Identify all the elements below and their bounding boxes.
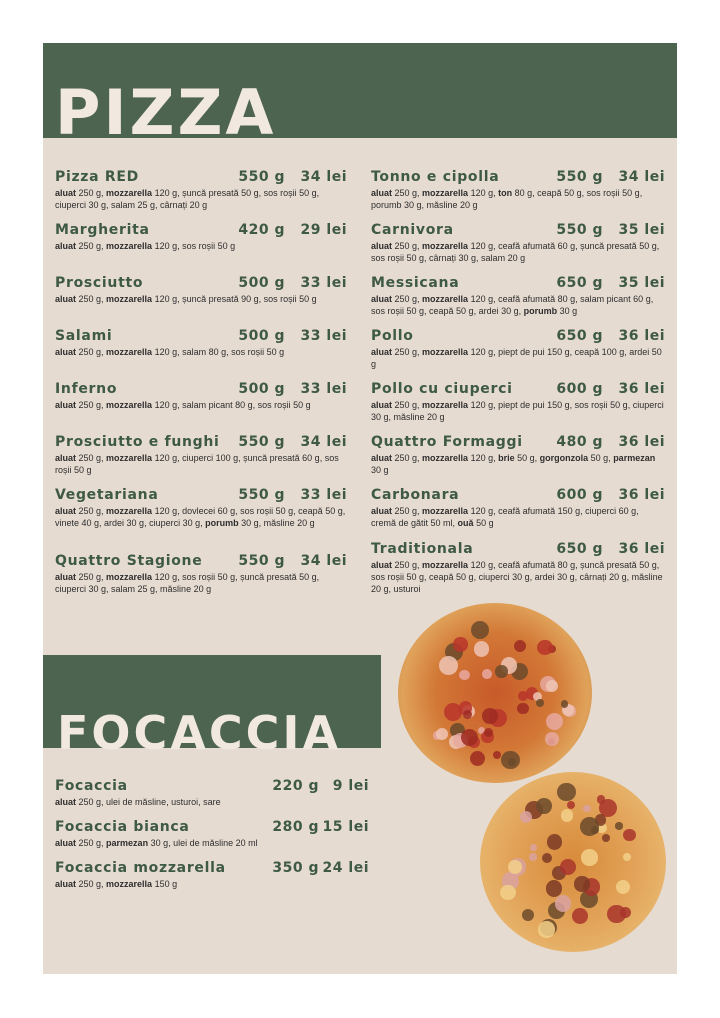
ingredient-text: 250 g,: [76, 838, 107, 848]
item-price: 36 lei: [618, 381, 665, 397]
ingredient-text: 80 g, ceapă 50 g, sos roșii 50 g, porumb 30 g, măsline 20 g: [371, 188, 643, 210]
menu-item: [55, 553, 347, 595]
item-weight: 550 g: [556, 169, 603, 185]
highlighted-ingredient: brie: [498, 453, 515, 463]
pizza-topping: [520, 811, 532, 823]
highlighted-ingredient: mozzarella: [106, 188, 153, 198]
menu-item: [55, 381, 347, 411]
ingredient-text: 120 g, salam 80 g, sos roșii 50 g: [152, 347, 285, 357]
menu-item: [371, 487, 665, 529]
highlighted-ingredient: mozzarella: [106, 347, 153, 357]
item-name: Tonno e cipolla: [371, 169, 500, 185]
item-price: 35 lei: [618, 222, 665, 238]
ingredient-text: 250 g,: [392, 453, 423, 463]
pizza-topping: [517, 703, 529, 715]
ingredient-text: 250 g,: [392, 188, 423, 198]
pizza-topping: [529, 853, 537, 861]
item-description: [371, 240, 665, 264]
ingredient-text: 120 g, ceafă afumată 80 g, salam picant 60 g, sos roșii 50 g, ceapă 50 g, ardei 30 g,: [371, 294, 654, 316]
item-price: 34 lei: [618, 169, 665, 185]
highlighted-ingredient: mozzarella: [106, 400, 153, 410]
ingredient-text: 120 g, piept de pui 150 g, sos roșii 50 g, ciuperci 30 g, măsline 20 g: [371, 400, 664, 422]
item-weight: 550 g: [556, 222, 603, 238]
ingredient-text: 30 g, măsline 20 g: [238, 518, 315, 528]
item-name: Quattro Formaggi: [371, 434, 523, 450]
ingredient-text: 120 g,: [468, 188, 499, 198]
ingredient-text: 250 g,: [392, 347, 423, 357]
item-price: 24 lei: [322, 860, 369, 876]
item-weight: 220 g: [272, 778, 319, 794]
pizza-topping: [484, 728, 493, 737]
menu-item: [55, 169, 347, 211]
ingredient-text: 120 g,: [468, 453, 499, 463]
pizza-topping: [546, 713, 563, 730]
pizza-topping: [623, 853, 631, 861]
item-weight: 280 g: [272, 819, 319, 835]
highlighted-ingredient: aluat: [55, 879, 77, 889]
ingredient-text: 120 g, ceafă afumată 150 g, ciuperci 60 g, cremă de gătit 50 ml,: [371, 506, 639, 528]
item-price: 29 lei: [300, 222, 347, 238]
ingredient-text: 120 g, sos roșii 50 g: [152, 241, 236, 251]
item-name: Focaccia: [55, 778, 128, 794]
pizza-topping: [508, 860, 521, 873]
ingredient-text: 250 g,: [392, 560, 423, 570]
highlighted-ingredient: mozzarella: [106, 506, 153, 516]
highlighted-ingredient: mozzarella: [422, 560, 469, 570]
pizza-section-title: PIZZA: [55, 76, 277, 149]
item-price: 33 lei: [300, 275, 347, 291]
item-description: [55, 346, 347, 358]
item-name: Prosciutto e funghi: [55, 434, 220, 450]
pizza-topping: [572, 908, 588, 924]
ingredient-text: 250 g,: [76, 879, 107, 889]
pizza-topping: [567, 801, 576, 810]
ingredient-text: 250 g,: [392, 294, 423, 304]
item-description: [55, 293, 347, 305]
highlighted-ingredient: aluat: [55, 453, 77, 463]
menu-item: [371, 434, 665, 476]
pizza-topping: [536, 798, 552, 814]
item-description: [55, 796, 369, 808]
item-price: 33 lei: [300, 487, 347, 503]
item-name: Traditionala: [371, 541, 474, 557]
highlighted-ingredient: aluat: [371, 188, 393, 198]
pizza-topping: [545, 732, 559, 746]
highlighted-ingredient: aluat: [371, 294, 393, 304]
item-name: Quattro Stagione: [55, 553, 203, 569]
pizza-topping: [463, 710, 472, 719]
item-weight: 550 g: [238, 553, 285, 569]
pizza-photo-bottom: [480, 772, 666, 952]
highlighted-ingredient: porumb: [523, 306, 558, 316]
highlighted-ingredient: ton: [498, 188, 513, 198]
highlighted-ingredient: aluat: [55, 294, 77, 304]
item-weight: 500 g: [238, 381, 285, 397]
item-price: 36 lei: [618, 328, 665, 344]
pizza-topping: [514, 640, 526, 652]
pizza-topping: [560, 859, 576, 875]
ingredient-text: 120 g, piept de pui 150 g, ceapă 100 g, ardei 50 g: [371, 347, 662, 369]
ingredient-text: 30 g: [371, 465, 389, 475]
pizza-topping: [574, 876, 589, 891]
menu-item: [55, 328, 347, 358]
pizza-topping: [459, 670, 470, 681]
item-price: 34 lei: [300, 553, 347, 569]
highlighted-ingredient: aluat: [55, 400, 77, 410]
pizza-topping: [546, 680, 558, 692]
item-description: [55, 505, 347, 529]
pizza-topping: [482, 669, 492, 679]
item-weight: 600 g: [556, 487, 603, 503]
pizza-topping: [493, 751, 501, 759]
item-description: [371, 505, 665, 529]
ingredient-text: 250 g,: [392, 506, 423, 516]
highlighted-ingredient: gorgonzola: [539, 453, 589, 463]
item-description: [55, 878, 369, 890]
item-name: Prosciutto: [55, 275, 144, 291]
ingredient-text: 150 g: [152, 879, 178, 889]
highlighted-ingredient: mozzarella: [422, 506, 469, 516]
ingredient-text: 250 g,: [76, 188, 107, 198]
pizza-topping: [615, 822, 622, 829]
pizza-topping: [620, 907, 631, 918]
highlighted-ingredient: aluat: [55, 506, 77, 516]
ingredient-text: 120 g, salam picant 80 g, sos roșii 50 g: [152, 400, 311, 410]
ingredient-text: 120 g, șuncă presată 90 g, sos roșii 50 g: [152, 294, 317, 304]
ingredient-text: 250 g,: [392, 400, 423, 410]
item-weight: 550 g: [238, 169, 285, 185]
highlighted-ingredient: mozzarella: [422, 453, 469, 463]
pizza-topping: [547, 834, 562, 849]
menu-item: [371, 275, 665, 317]
item-price: 33 lei: [300, 328, 347, 344]
pizza-topping: [616, 880, 630, 894]
ingredient-text: 250 g,: [76, 294, 107, 304]
menu-item: [55, 275, 347, 305]
highlighted-ingredient: aluat: [55, 572, 77, 582]
highlighted-ingredient: parmezan: [613, 453, 656, 463]
item-description: [55, 452, 347, 476]
item-description: [55, 571, 347, 595]
pizza-topping: [623, 829, 635, 841]
item-price: 34 lei: [300, 434, 347, 450]
menu-item: [55, 860, 369, 890]
menu-item: [55, 434, 347, 476]
highlighted-ingredient: mozzarella: [106, 294, 153, 304]
pizza-topping: [500, 885, 515, 900]
pizza-topping: [555, 895, 571, 911]
ingredient-text: 120 g, ceafă afumată 60 g, șuncă presată 50 g, sos roșii 50 g, cârnați 30 g, salam 20 g: [371, 241, 660, 263]
pizza-topping: [495, 665, 507, 677]
highlighted-ingredient: mozzarella: [106, 241, 153, 251]
highlighted-ingredient: mozzarella: [422, 400, 469, 410]
item-name: Pizza RED: [55, 169, 139, 185]
pizza-topping: [518, 691, 528, 701]
item-name: Vegetariana: [55, 487, 159, 503]
pizza-topping: [522, 909, 534, 921]
item-name: Salami: [55, 328, 113, 344]
highlighted-ingredient: mozzarella: [106, 572, 153, 582]
highlighted-ingredient: mozzarella: [106, 879, 153, 889]
item-description: [55, 187, 347, 211]
item-weight: 420 g: [238, 222, 285, 238]
item-price: 9 lei: [332, 778, 369, 794]
menu-item: [55, 222, 347, 252]
item-name: Focaccia mozzarella: [55, 860, 226, 876]
highlighted-ingredient: aluat: [55, 188, 77, 198]
menu-item: [55, 778, 369, 808]
ingredient-text: 30 g: [557, 306, 578, 316]
pizza-topping: [542, 853, 552, 863]
item-weight: 600 g: [556, 381, 603, 397]
pizza-topping: [538, 921, 555, 938]
ingredient-text: 250 g,: [76, 347, 107, 357]
menu-item: [55, 487, 347, 529]
highlighted-ingredient: mozzarella: [422, 294, 469, 304]
ingredient-text: 250 g,: [76, 453, 107, 463]
item-weight: 650 g: [556, 328, 603, 344]
highlighted-ingredient: aluat: [55, 347, 77, 357]
item-weight: 480 g: [556, 434, 603, 450]
pizza-topping: [537, 640, 552, 655]
highlighted-ingredient: aluat: [55, 838, 77, 848]
pizza-topping: [602, 834, 610, 842]
item-price: 36 lei: [618, 434, 665, 450]
item-description: [371, 399, 665, 423]
pizza-topping: [453, 637, 467, 651]
ingredient-text: 120 g, sos roșii 50 g, șuncă presată 50 g, ciuperci 30 g, salam 25 g, măsline 20 g: [55, 572, 320, 594]
ingredient-text: 250 g,: [76, 241, 107, 251]
highlighted-ingredient: aluat: [371, 400, 393, 410]
item-weight: 550 g: [238, 487, 285, 503]
highlighted-ingredient: porumb: [205, 518, 239, 528]
highlighted-ingredient: aluat: [55, 797, 77, 807]
pizza-topping: [474, 641, 489, 656]
highlighted-ingredient: aluat: [371, 506, 393, 516]
pizza-topping: [471, 621, 489, 639]
ingredient-text: 120 g, șuncă presată 50 g, sos roșii 50 g, ciuperci 30 g, salam 25 g, cârnați 20 g: [55, 188, 320, 210]
item-price: 35 lei: [618, 275, 665, 291]
ingredient-text: 250 g,: [392, 241, 423, 251]
menu-item: [371, 222, 665, 264]
item-name: Messicana: [371, 275, 460, 291]
pizza-topping: [580, 817, 599, 836]
highlighted-ingredient: aluat: [371, 241, 393, 251]
item-weight: 350 g: [272, 860, 319, 876]
menu-item: [371, 381, 665, 423]
ingredient-text: 250 g,: [76, 400, 107, 410]
item-description: [371, 559, 665, 595]
item-name: Margherita: [55, 222, 150, 238]
item-price: 36 lei: [618, 487, 665, 503]
ingredient-text: 120 g, ceafă afumată 80 g, șuncă presată 50 g, sos roșii 50 g, ceapă 50 g, ciuperci 30 g, ardei 30 g, cârnați 20 g, măsline 20 g, usturoi: [371, 560, 663, 594]
ingredient-text: 30 g, ulei de măsline 20 ml: [148, 838, 258, 848]
highlighted-ingredient: mozzarella: [422, 347, 469, 357]
menu-item: [371, 541, 665, 595]
highlighted-ingredient: aluat: [371, 453, 393, 463]
pizza-topping: [470, 751, 485, 766]
highlighted-ingredient: mozzarella: [422, 188, 469, 198]
ingredient-text: 250 g, ulei de măsline, usturoi, sare: [76, 797, 221, 807]
item-price: 36 lei: [618, 541, 665, 557]
item-price: 34 lei: [300, 169, 347, 185]
menu-item: [55, 819, 369, 849]
pizza-topping: [436, 728, 448, 740]
pizza-topping: [597, 795, 605, 803]
item-description: [371, 452, 665, 476]
pizza-topping: [583, 805, 591, 813]
pizza-topping: [444, 703, 463, 722]
ingredient-text: 250 g,: [76, 506, 107, 516]
highlighted-ingredient: aluat: [371, 560, 393, 570]
item-weight: 500 g: [238, 275, 285, 291]
highlighted-ingredient: mozzarella: [106, 453, 153, 463]
item-name: Inferno: [55, 381, 118, 397]
item-weight: 650 g: [556, 275, 603, 291]
pizza-topping: [536, 699, 544, 707]
highlighted-ingredient: ouă: [457, 518, 474, 528]
item-description: [55, 837, 369, 849]
item-name: Focaccia bianca: [55, 819, 190, 835]
menu-item: [371, 328, 665, 370]
item-description: [371, 346, 665, 370]
ingredient-text: 120 g, dovlecei 60 g, sos roșii 50 g, ceapă 50 g, vinete 40 g, ardei 30 g, ciuperci 30 g,: [55, 506, 346, 528]
highlighted-ingredient: aluat: [371, 347, 393, 357]
menu-item: [371, 169, 665, 211]
ingredient-text: 50 g: [473, 518, 494, 528]
item-price: 15 lei: [322, 819, 369, 835]
pizza-topping: [482, 708, 498, 724]
ingredient-text: 250 g,: [76, 572, 107, 582]
item-price: 33 lei: [300, 381, 347, 397]
pizza-photo-top: [398, 603, 592, 783]
item-name: Carnivora: [371, 222, 454, 238]
highlighted-ingredient: mozzarella: [422, 241, 469, 251]
item-name: Carbonara: [371, 487, 460, 503]
ingredient-text: 50 g,: [514, 453, 540, 463]
item-description: [55, 399, 347, 411]
pizza-topping: [557, 783, 576, 802]
pizza-topping: [530, 844, 537, 851]
highlighted-ingredient: parmezan: [106, 838, 149, 848]
focaccia-section-title: FOCACCIA: [57, 706, 342, 760]
item-description: [371, 187, 665, 211]
highlighted-ingredient: aluat: [55, 241, 77, 251]
pizza-topping: [561, 809, 574, 822]
item-description: [55, 240, 347, 252]
ingredient-text: 120 g, ciuperci 100 g, șuncă presată 60 g, sos roșii 50 g: [55, 453, 339, 475]
item-weight: 500 g: [238, 328, 285, 344]
pizza-topping: [439, 656, 458, 675]
item-name: Pollo: [371, 328, 414, 344]
item-name: Pollo cu ciuperci: [371, 381, 513, 397]
item-weight: 650 g: [556, 541, 603, 557]
pizza-topping: [581, 849, 597, 865]
ingredient-text: 50 g,: [588, 453, 614, 463]
item-description: [371, 293, 665, 317]
item-weight: 550 g: [238, 434, 285, 450]
